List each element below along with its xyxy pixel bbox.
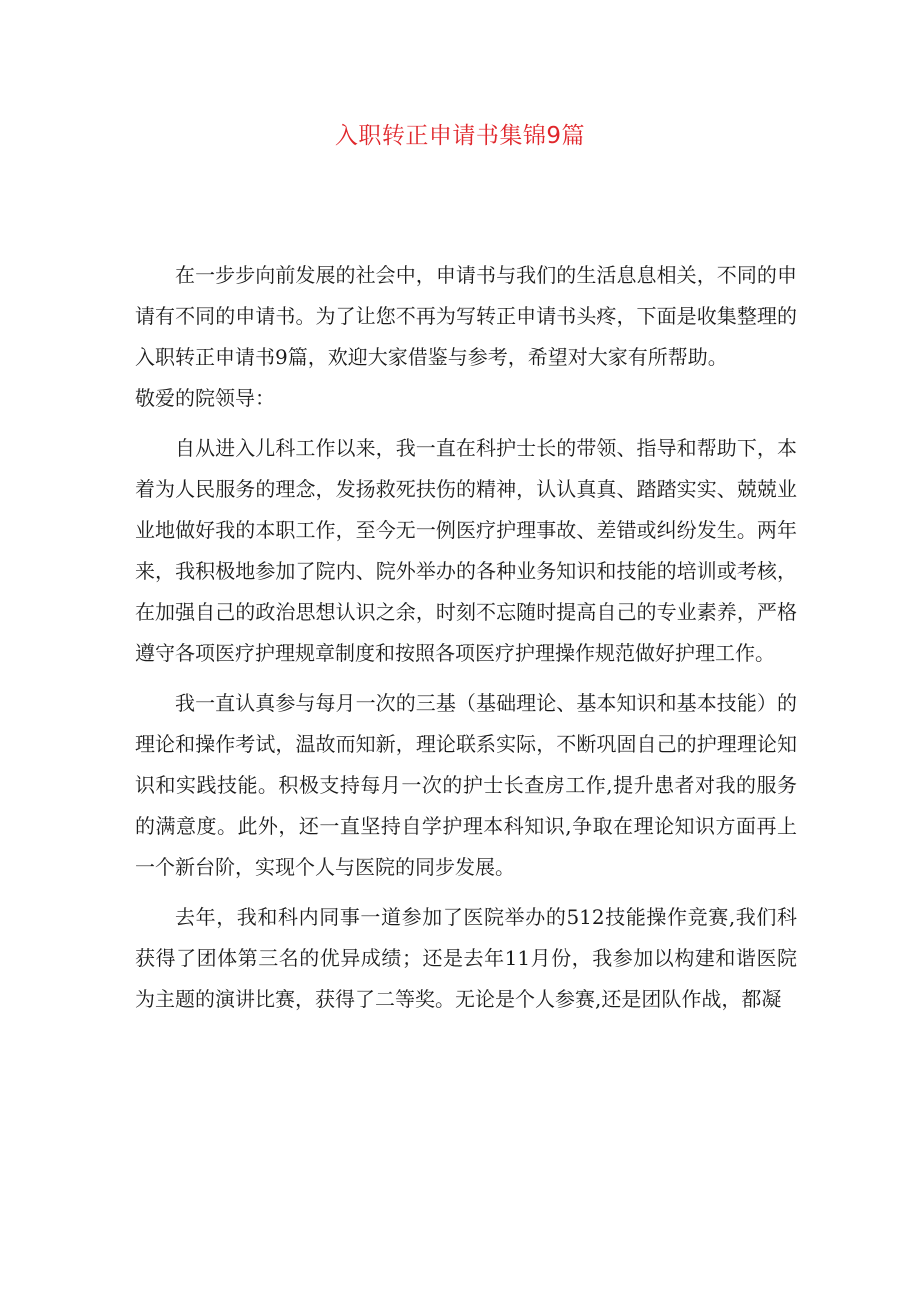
body-paragraph-3: 去年，我和科内同事一道参加了医院举办的512技能操作竞赛,我们科获得了团体第三名的优异成绩；还是去年11月份，我参加以构建和谐医院为主题的演讲比赛，获得了二等奖。无论是个人参赛,还是团队作战，都凝	[135, 905, 797, 1011]
body-paragraph-1: 自从进入儿科工作以来，我一直在科护士长的带领、指导和帮助下，本着为人民服务的理念，发扬救死扶伤的精神，认认真真、踏踏实实、兢兢业业地做好我的本职工作，至今无一例医疗护理事故、差错或纠纷发生。两年来，我积极地参加了院内、院外举办的各种业务知识和技能的培训或考核，在加强自己的政治思想认识之余，时刻不忘随时提高自己的专业素养，严格遵守各项医疗护理规章制度和按照各项医疗护理操作规范做好护理工作。	[135, 436, 797, 665]
document-body	[135, 255, 797, 1020]
intro-paragraph: 在一步步向前发展的社会中，申请书与我们的生活息息相关，不同的申请有不同的申请书。为了让您不再为写转正申请书头疼，下面是收集整理的入职转正申请书9篇，欢迎大家借鉴与参考，希望对大家有所帮助。	[135, 263, 797, 369]
body-paragraph-2: 我一直认真参与每月一次的三基（基础理论、基本知识和基本技能）的理论和操作考试，温故而知新，理论联系实际，不断巩固自己的护理理论知识和实践技能。积极支持每月一次的护士长查房工作,提升患者对我的服务的满意度。此外，还一直坚持自学护理本科知识,争取在理论知识方面再上一个新台阶，实现个人与医院的同步发展。	[135, 691, 797, 879]
document-title: 入职转正申请书集锦9篇	[334, 123, 586, 149]
salutation: 敬爱的院领导：	[135, 386, 275, 410]
